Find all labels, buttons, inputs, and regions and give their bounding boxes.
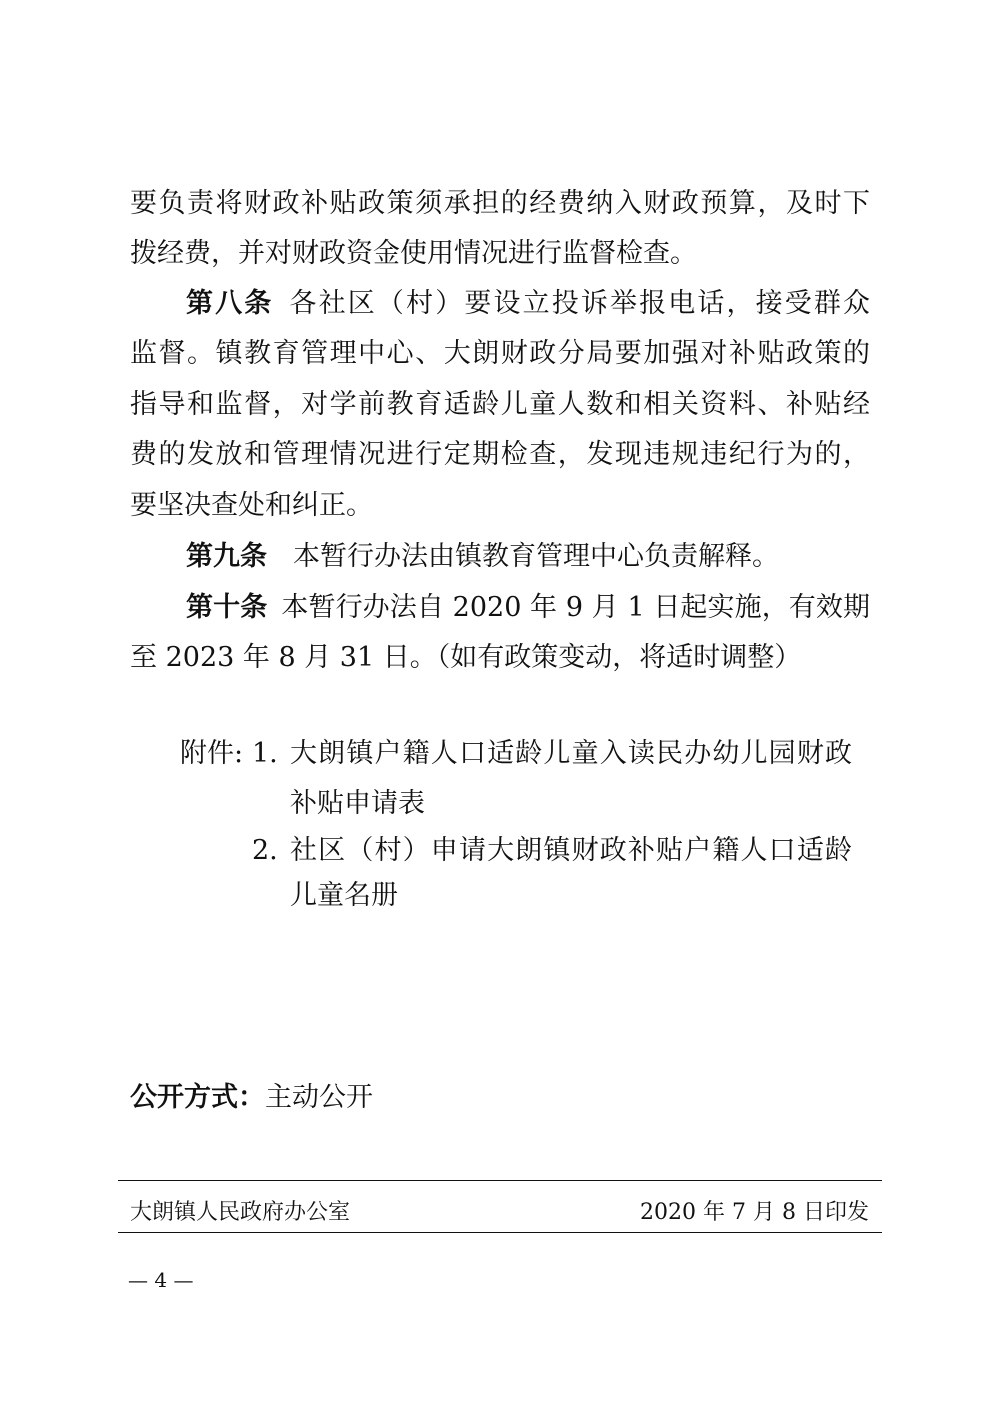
attachment-1-title-cont: 补贴申请表: [290, 788, 425, 819]
article-10-heading: 第十条: [186, 592, 268, 623]
body-line: 指导和监督，对学前教育适龄儿童人数和相关资料、补贴经: [130, 389, 870, 420]
footer-issuer: 大朗镇人民政府办公室: [130, 1200, 351, 1225]
article-9-heading: 第九条: [186, 541, 267, 572]
article-10-first-line: [186, 590, 870, 626]
article-8-text: 各社区（村）要设立投诉举报电话，接受群众: [287, 288, 871, 319]
attachment-2-number: 2.: [252, 835, 278, 866]
footer-print-date: 2020 年 7 月 8 日印发: [640, 1200, 869, 1225]
attachment-2-title: 社区（村）申请大朗镇财政补贴户籍人口适龄: [290, 835, 852, 866]
footer-top-rule: [118, 1180, 882, 1181]
article-8-heading: 第八条: [186, 288, 274, 319]
body-line: 拨经费，并对财政资金使用情况进行监督检查。: [130, 238, 697, 269]
article-10-text: 本暂行办法自 2020 年 9 月 1 日起实施，有效期: [281, 592, 870, 623]
attachment-2-title-cont: 儿童名册: [290, 880, 398, 911]
body-line: 要坚决查处和纠正。: [130, 490, 373, 521]
attachments-label: 附件:: [180, 738, 244, 769]
attachment-1-number: 1.: [252, 738, 278, 769]
article-9-line: [186, 539, 870, 575]
article-9-text: 本暂行办法由镇教育管理中心负责解释。: [293, 541, 779, 572]
body-line: 要负责将财政补贴政策须承担的经费纳入财政预算，及时下: [130, 188, 870, 219]
body-line: 监督。镇教育管理中心、大朗财政分局要加强对补贴政策的: [130, 338, 870, 369]
disclosure-value: 主动公开: [265, 1082, 373, 1113]
body-line: 费的发放和管理情况进行定期检查，发现违规违纪行为的，: [130, 439, 870, 470]
disclosure-label: 公开方式：: [130, 1082, 265, 1113]
attachment-1-title: 大朗镇户籍人口适龄儿童入读民办幼儿园财政: [290, 738, 852, 769]
disclosure-line: [130, 1080, 870, 1116]
body-line: 至 2023 年 8 月 31 日。（如有政策变动，将适时调整）: [130, 642, 802, 673]
article-8-first-line: [186, 286, 870, 322]
page-number: — 4 —: [128, 1268, 194, 1292]
footer-bottom-rule: [118, 1232, 882, 1233]
